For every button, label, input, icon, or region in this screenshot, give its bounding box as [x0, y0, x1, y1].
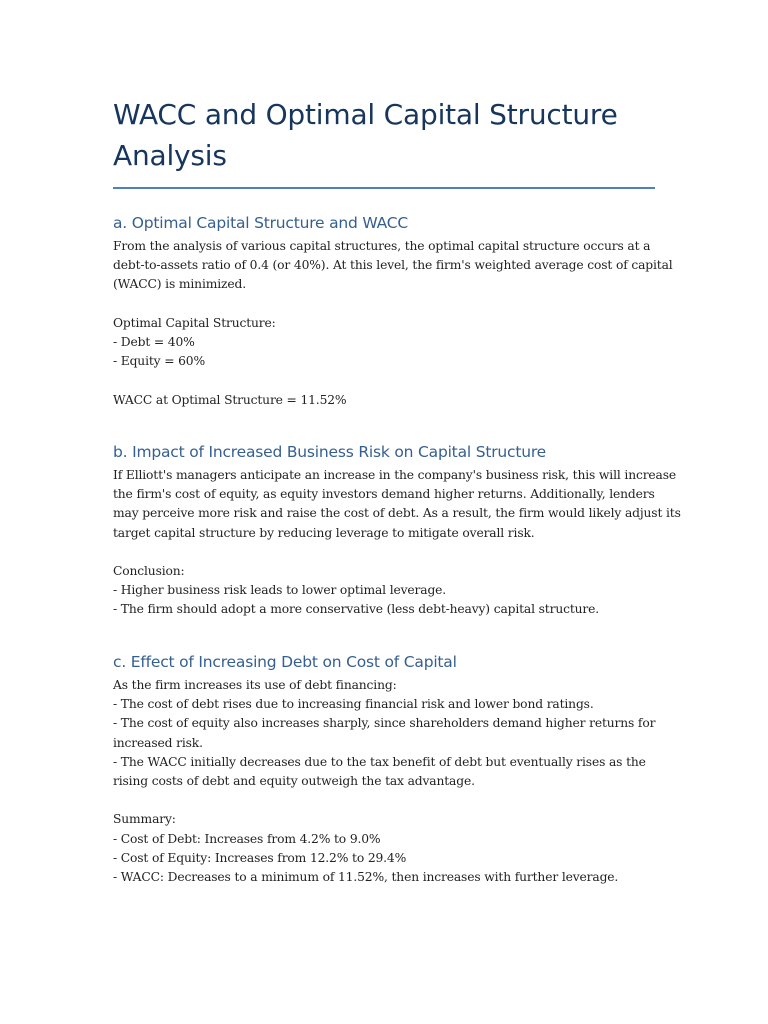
section-a-paragraph — [113, 237, 673, 410]
paragraph-line: increased risk. — [113, 735, 203, 750]
spacer — [113, 295, 655, 314]
section-b-paragraph — [113, 466, 681, 620]
paragraph-line: (WACC) is minimized. — [113, 277, 246, 292]
conclusion-item: - The firm should adopt a more conservative (less debt-heavy) capital structure. — [113, 602, 600, 617]
section-c-heading: c. Effect of Increasing Debt on Cost of Capital — [113, 653, 457, 671]
summary-item-wacc: - WACC: Decreases to a minimum of 11.52%, then increases with further leverage. — [113, 870, 619, 885]
section-a-heading: a. Optimal Capital Structure and WACC — [113, 214, 409, 232]
section-b-heading: b. Impact of Increased Business Risk on Capital Structure — [113, 443, 546, 461]
paragraph-line: - The cost of equity also increases sharply, since shareholders demand higher returns for — [113, 716, 656, 731]
structure-item-equity: - Equity = 60% — [113, 354, 206, 369]
document-title — [113, 0, 655, 176]
section-b — [113, 441, 681, 620]
structure-label: Optimal Capital Structure: — [113, 315, 276, 330]
summary-label: Summary: — [113, 812, 176, 827]
conclusion-item: - Higher business risk leads to lower optimal leverage. — [113, 583, 447, 598]
spacer — [113, 543, 655, 562]
paragraph-line: rising costs of debt and equity outweigh the tax advantage. — [113, 774, 475, 789]
section-c — [113, 651, 655, 887]
summary-item-cost-of-debt: - Cost of Debt: Increases from 4.2% to 9.0% — [113, 831, 381, 846]
paragraph-line: As the firm increases its use of debt financing: — [113, 678, 397, 692]
document-page — [113, 0, 681, 885]
conclusion-label: Conclusion: — [113, 564, 185, 578]
structure-item-debt: - Debt = 40% — [113, 335, 195, 349]
paragraph-line: debt-to-assets ratio of 0.4 (or 40%). At this level, the firm's weighted average cost of capital — [113, 258, 673, 273]
wacc-optimal-line: WACC at Optimal Structure = 11.52% — [113, 392, 347, 407]
title-line-2: Analysis — [113, 139, 227, 172]
paragraph-line: From the analysis of various capital structures, the optimal capital structure occurs at a — [113, 239, 651, 253]
section-a — [113, 212, 673, 410]
paragraph-line: the firm's cost of equity, as equity investors demand higher returns. Additionally, lenders — [113, 487, 655, 502]
section-c-paragraph — [113, 676, 655, 887]
paragraph-line: target capital structure by reducing leverage to mitigate overall risk. — [113, 525, 535, 540]
spacer — [113, 791, 655, 810]
summary-item-cost-of-equity: - Cost of Equity: Increases from 12.2% to 29.4% — [113, 850, 407, 865]
title-underline — [113, 187, 655, 189]
paragraph-line: If Elliott's managers anticipate an increase in the company's business risk, this will increase — [113, 468, 677, 482]
spacer — [113, 371, 655, 390]
paragraph-line: - The WACC initially decreases due to the tax benefit of debt but eventually rises as the — [113, 754, 646, 769]
paragraph-line: may perceive more risk and raise the cost of debt. As a result, the firm would likely adjust its — [113, 506, 681, 521]
title-line-1: WACC and Optimal Capital Structure — [113, 98, 618, 131]
paragraph-line: - The cost of debt rises due to increasing financial risk and lower bond ratings. — [113, 697, 594, 712]
